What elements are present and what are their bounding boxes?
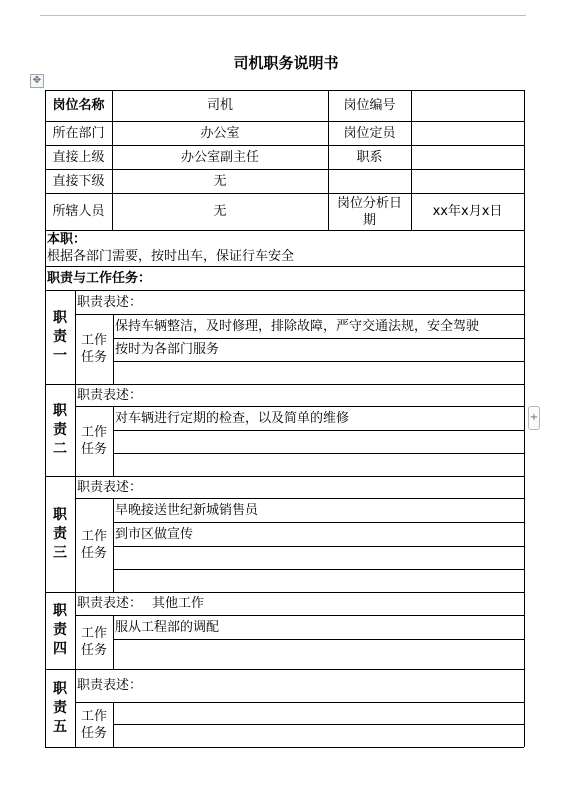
responsibility-desc-text: 其他工作 <box>152 596 205 611</box>
responsibility-4-task-1: 服从工程部的调配 <box>115 619 220 635</box>
superior-value: 办公室副主任 <box>180 149 259 165</box>
subordinate-value: 无 <box>213 173 227 189</box>
table-rule <box>524 90 525 230</box>
table-add-column-icon[interactable]: + <box>528 406 540 430</box>
responsibility-3-task-1: 早晚接送世纪新城销售员 <box>115 502 259 518</box>
table-rule <box>45 747 524 748</box>
department-label: 所在部门 <box>52 125 105 141</box>
responsibility-3-label: 职 责 三 <box>53 506 67 561</box>
table-rule <box>524 290 525 384</box>
table-rule <box>524 230 525 290</box>
responsibility-desc-label: 职责表述： <box>77 479 143 495</box>
table-rule <box>524 476 525 592</box>
department-value: 办公室 <box>200 125 240 141</box>
responsibility-2-task-1: 对车辆进行定期的检查，以及简单的维修 <box>115 410 350 426</box>
responsibility-4-desc <box>75 592 524 615</box>
work-task-label: 工作 任务 <box>80 425 107 457</box>
duty-text: 根据各部门需要，按时出车，保证行车安全 <box>47 249 295 264</box>
analysis-date-label: 岗位分析日期 <box>336 195 402 228</box>
empty-cell <box>411 169 524 193</box>
responsibility-desc-label: 职责表述： <box>77 387 143 403</box>
responsibility-3-task-2: 到市区做宣传 <box>115 526 194 542</box>
responsibility-3-task-3 <box>113 546 524 569</box>
responsibility-5-label: 职 责 五 <box>53 680 67 735</box>
responsibility-5-desc <box>75 669 524 702</box>
responsibility-5-task-1 <box>113 702 524 724</box>
position-code-label: 岗位编号 <box>343 98 396 113</box>
responsibility-desc-label: 职责表述： <box>77 294 143 310</box>
work-task-label: 工作 任务 <box>80 626 107 658</box>
responsibility-desc-label: 职责表述： <box>77 678 143 693</box>
work-task-label: 工作 任务 <box>80 529 107 561</box>
position-name-value: 司机 <box>206 98 233 113</box>
table-move-handle-icon[interactable]: ✥ <box>30 74 44 88</box>
responsibility-1-task-2: 按时为各部门服务 <box>115 342 220 357</box>
responsibility-3-task-4 <box>113 569 524 592</box>
responsibility-2-label: 职 责 二 <box>53 402 67 457</box>
responsibility-desc-label: 职责表述： <box>77 596 143 611</box>
table-rule <box>524 592 525 669</box>
position-name-label: 岗位名称 <box>52 98 105 113</box>
job-family-value <box>411 145 524 169</box>
job-family-label: 职系 <box>356 149 383 165</box>
responsibility-2-task-3 <box>113 453 524 476</box>
subordinate-label: 直接下级 <box>52 173 105 189</box>
responsibility-1-desc <box>75 290 524 314</box>
responsibility-2-desc <box>75 384 524 406</box>
headcount-label: 岗位定员 <box>343 125 396 141</box>
responsibility-1-label: 职 责 一 <box>53 309 67 364</box>
work-task-label: 工作 任务 <box>80 333 107 365</box>
table-rule <box>524 669 525 747</box>
tasks-header: 职责与工作任务： <box>47 270 152 286</box>
empty-cell <box>328 169 411 193</box>
table-rule <box>524 384 525 476</box>
page-title: 司机职务说明书 <box>233 54 339 72</box>
supervised-label: 所辖人员 <box>52 204 105 219</box>
responsibility-3-desc <box>75 476 524 498</box>
responsibility-1-task-3 <box>113 361 524 384</box>
responsibility-2-task-2 <box>113 430 524 453</box>
headcount-value <box>411 121 524 145</box>
work-task-label: 工作 任务 <box>80 708 107 741</box>
position-code-value <box>411 90 524 121</box>
duty-label: 本职： <box>47 232 87 247</box>
responsibility-4-label: 职 责 四 <box>53 603 67 657</box>
supervised-value: 无 <box>213 204 227 219</box>
responsibility-1-task-1: 保持车辆整洁，及时修理，排除故障，严守交通法规，安全驾驶 <box>115 318 480 334</box>
page-top-rule <box>40 15 526 16</box>
analysis-date-value: xx年x月x日 <box>432 204 503 219</box>
superior-label: 直接上级 <box>52 149 105 165</box>
responsibility-5-task-2 <box>113 724 524 747</box>
responsibility-4-task-2 <box>113 639 524 669</box>
